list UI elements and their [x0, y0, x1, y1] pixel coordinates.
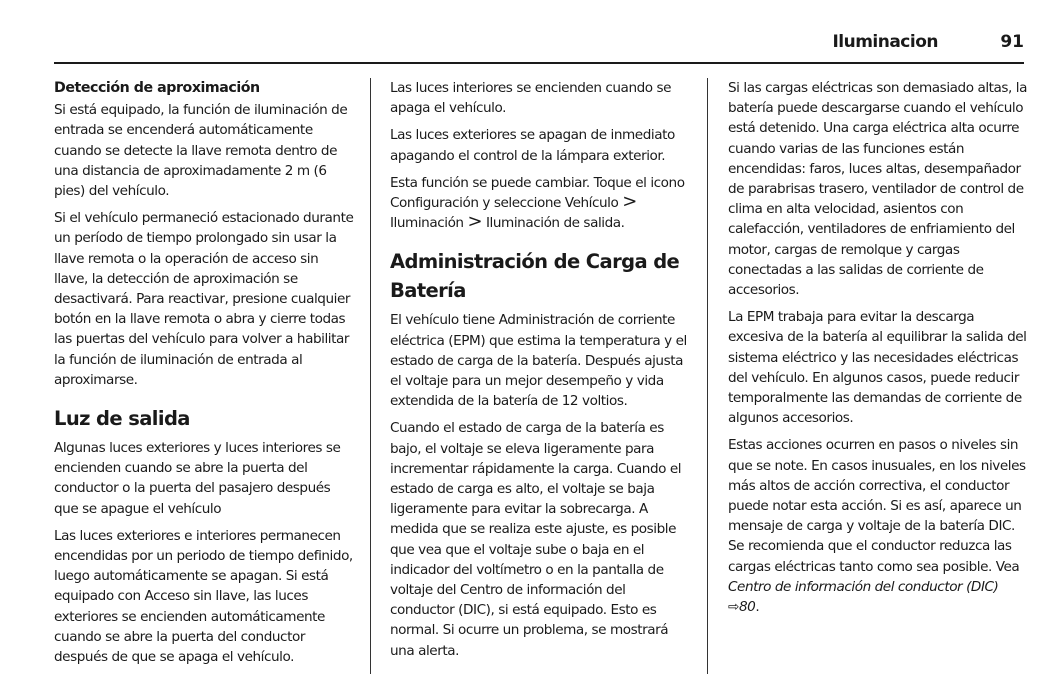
menu-path-text: Esta función se puede cambiar. Toque el icono Configuración y seleccione Vehículo — [390, 174, 685, 212]
paragraph-with-reference — [728, 435, 1028, 617]
period: . — [755, 599, 760, 616]
column-middle — [390, 78, 690, 668]
paragraph: Si las cargas eléctricas son demasiado altas, la batería puede descargarse cuando el vehículo está detenido. Una carga eléctrica alta ocurre cuando varias de las funciones están encendidas: faros, luces altas, desempañador de parabrisas trasero, ventilador de control de clima en alta velocidad, asientos con calefacción, ventiladores de enfriamiento del motor, cargas de remolque y cargas conectadas a las salidas de corriente de accesorios. — [728, 80, 1027, 299]
paragraph: Si está equipado, la función de iluminación de entrada se encenderá automáticamente cuando se detecte la llave remota dentro de una distancia de aproximadamente 2 m (6 pies) del vehículo. — [54, 102, 348, 200]
paragraph: Las luces interiores se encienden cuando se apaga el vehículo. — [390, 80, 672, 117]
cross-reference-page[interactable]: 80 — [738, 599, 756, 616]
paragraph: La EPM trabaja para evitar la descarga excesiva de la batería al equilibrar la salida del sistema eléctrico y las necesidades eléctricas del vehículo. En algunos casos, puede reducir temporalmente las demandas de corriente de algunos accesorios. — [728, 309, 1027, 427]
column-left — [54, 78, 354, 674]
column-right — [728, 78, 1028, 624]
menu-path-text: Iluminación — [390, 215, 464, 232]
page-header — [54, 30, 1024, 64]
paragraph: Algunas luces exteriores y luces interiores se encienden cuando se abre la puerta del conductor o la puerta del pasajero después que se apague el vehículo — [54, 440, 341, 517]
paragraph: Cuando el estado de carga de la batería es bajo, el voltaje se eleva ligeramente para incrementar rápidamente la carga. Cuando el estado de carga es alto, el voltaje se baja ligeramente para evitar la sobrecarga. A medida que se realiza este ajuste, es posible que vea que el voltaje sube o baja en el indicador del voltímetro o en la pantalla de voltaje del Centro de información del conductor (DIC), si está equipado. Esto es normal. Si ocurre un problema, se mostrará una alerta. — [390, 420, 682, 659]
cross-reference-link[interactable]: Centro de información del conductor (DIC) — [728, 578, 999, 595]
paragraph: Las luces exteriores e interiores permanecen encendidas por un periodo de tiempo definido, luego automáticamente se apagan. Si está equipado con Acceso sin llave, las luces exteriores se encienden automáticamente cuando se abre la puerta del conductor después de que se apaga el vehículo. — [54, 527, 353, 666]
page-number: 91 — [1000, 32, 1024, 52]
heading-administracion-bateria: Administración de Carga de Batería — [390, 250, 680, 303]
subheading-aproximacion: Detección de aproximación — [54, 80, 260, 96]
menu-path-text: Iluminación de salida. — [486, 215, 625, 232]
menu-path-paragraph — [390, 173, 690, 234]
paragraph: Si el vehículo permaneció estacionado durante un período de tiempo prolongado sin usar la llave remota o la operación de acceso sin llave, la detección de aproximación se desactivará. Para reactivar, presione cualquier botón en la llave remota o abra y cierre todas las puertas del vehículo para volver a habilitar la función de iluminación de entrada al aproximarse. — [54, 210, 354, 388]
heading-luz-de-salida: Luz de salida — [54, 407, 190, 431]
paragraph: Las luces exteriores se apagan de inmediato apagando el control de la lámpara exterior. — [390, 127, 675, 164]
section-title: Iluminacion — [832, 32, 938, 52]
column-divider — [370, 78, 371, 674]
column-divider — [707, 78, 708, 674]
paragraph-text: Estas acciones ocurren en pasos o niveles sin que se note. En casos inusuales, en los niveles más altos de acción correctiva, el conductor puede notar esta acción. Si es así, aparece un mensaje de carga y voltaje de la batería DIC. Se recomienda que el conductor reduzca las cargas eléctricas tanto como sea posible. Vea — [728, 437, 1026, 575]
paragraph: El vehículo tiene Administración de corriente eléctrica (EPM) que estima la temperatura y el estado de carga de la batería. Después ajusta el voltaje para un mejor desempeño y vida extendida de la batería de 12 voltios. — [390, 312, 687, 410]
chevron-right-icon: > — [622, 191, 637, 213]
chevron-right-icon: > — [467, 211, 483, 233]
page-ref-arrow-icon: ⇨ — [728, 599, 739, 616]
